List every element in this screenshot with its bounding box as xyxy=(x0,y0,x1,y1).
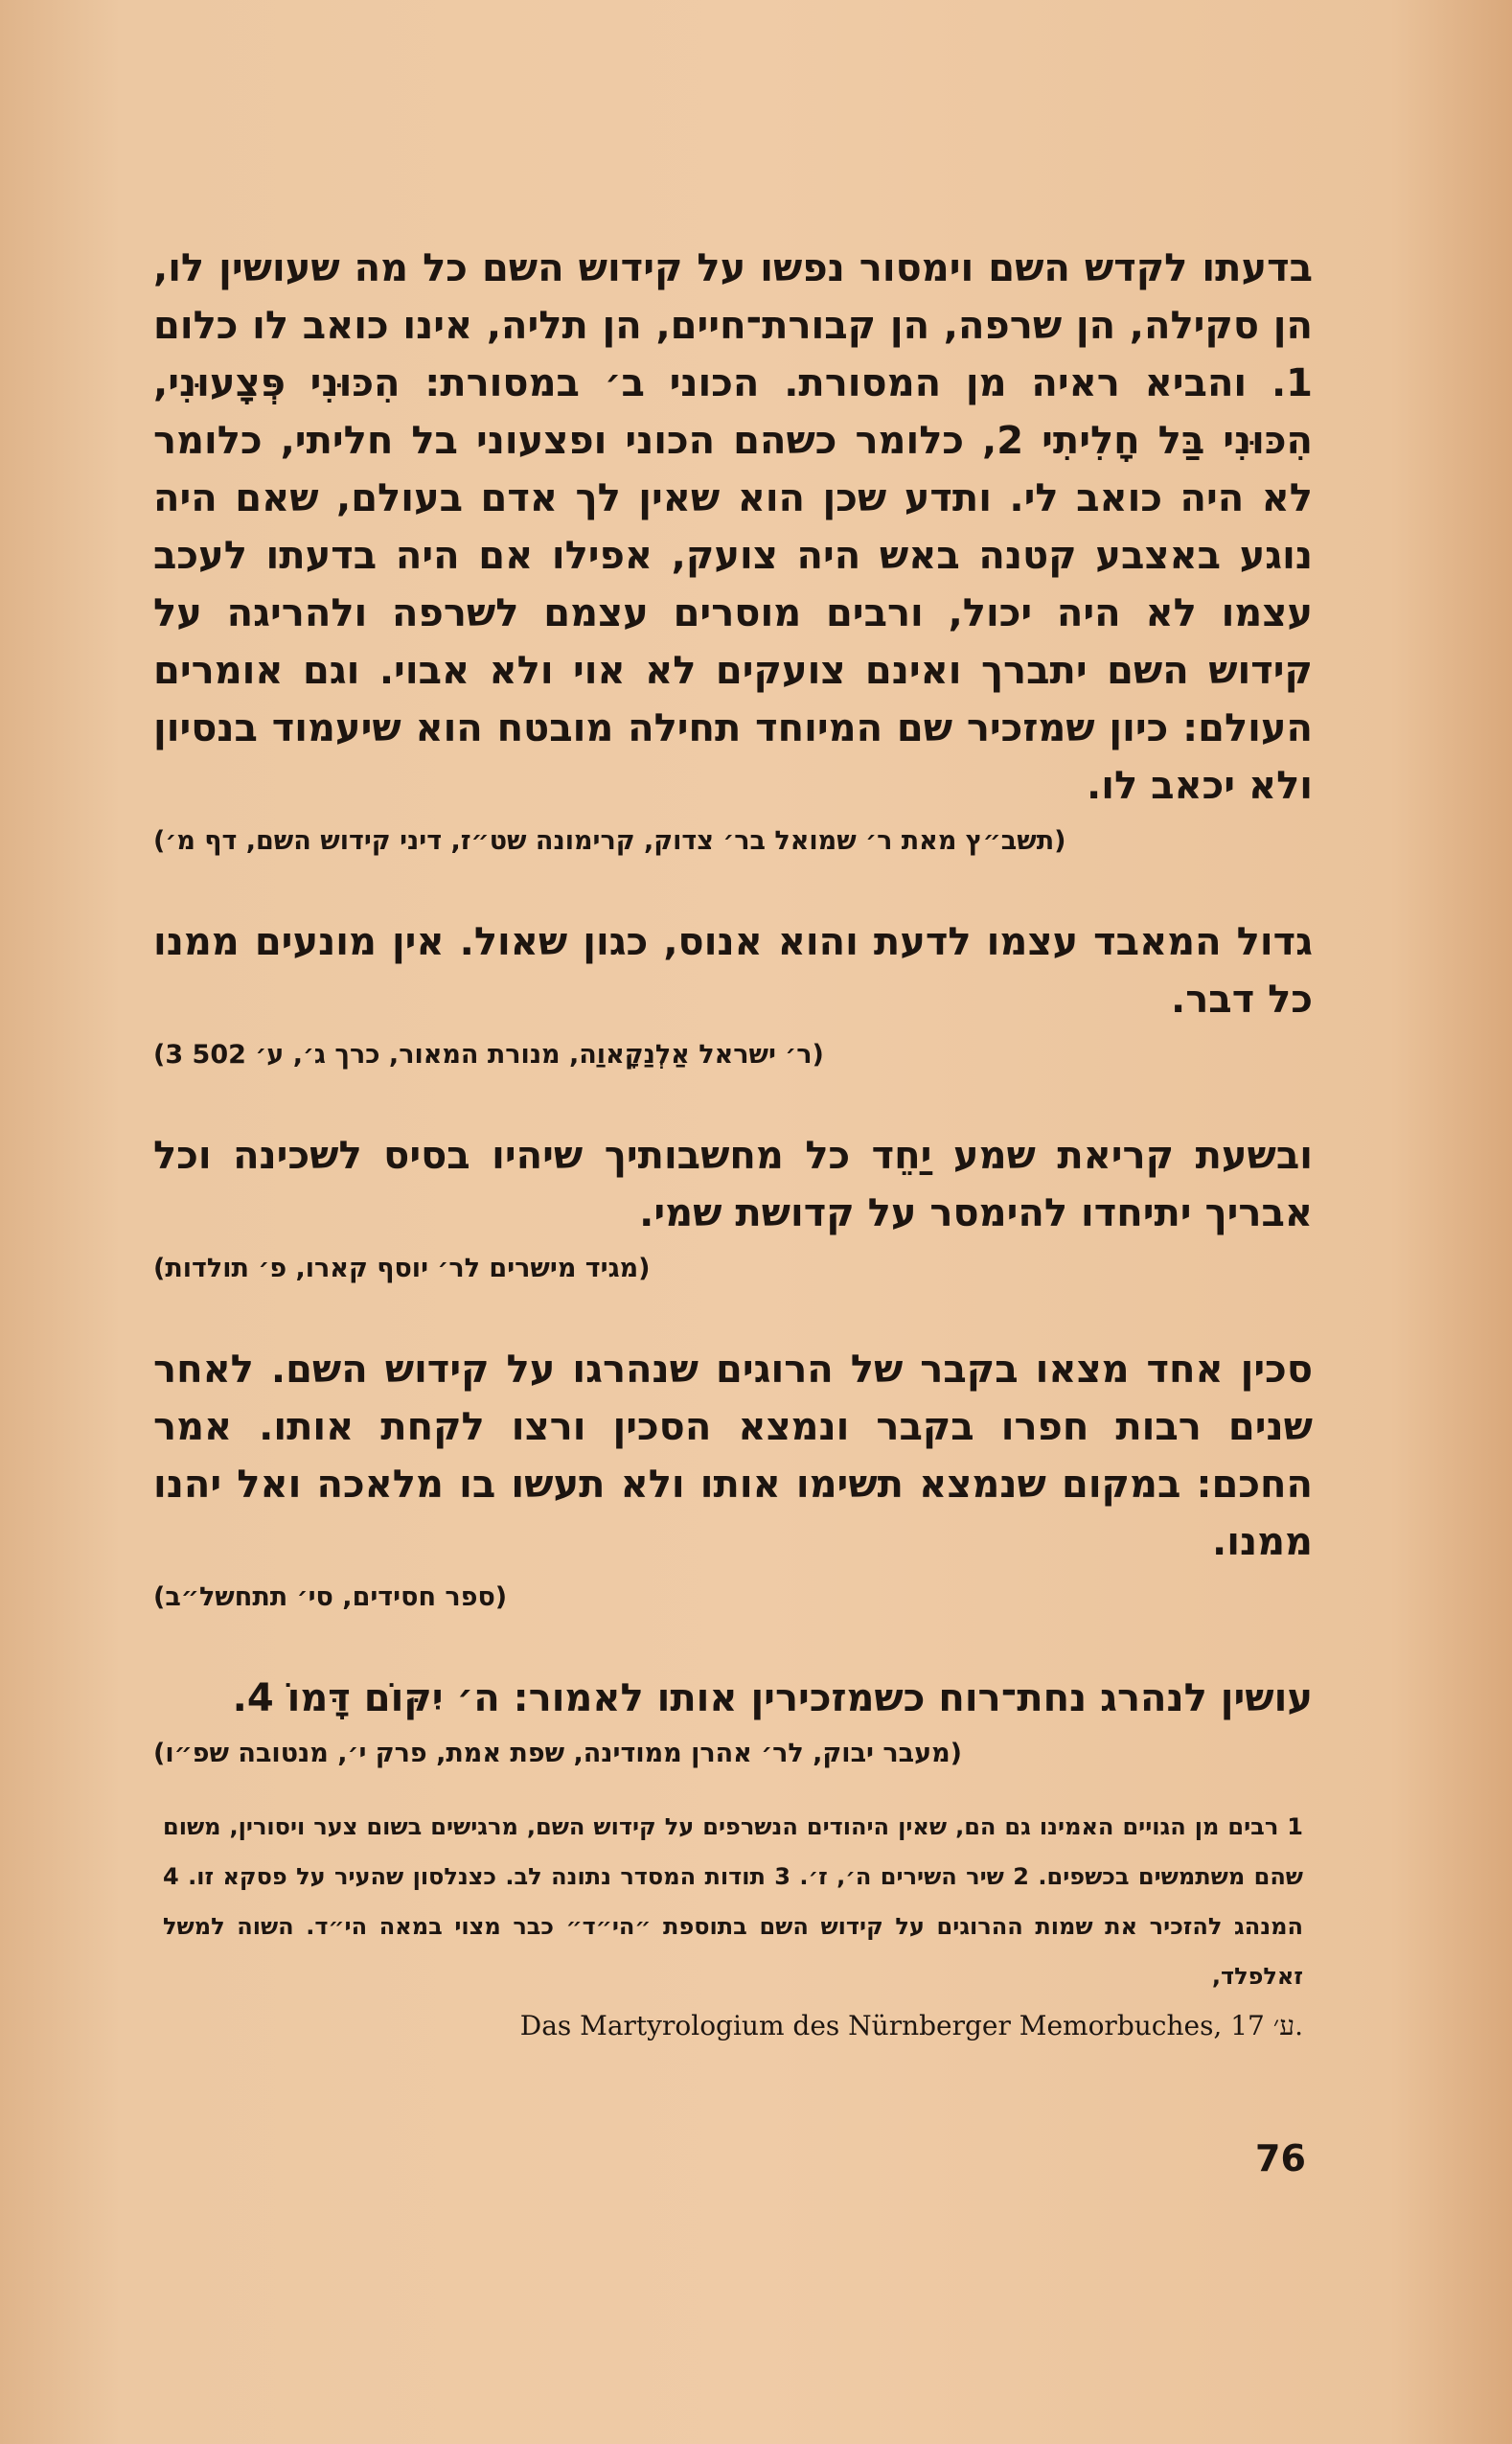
passage-5-text: עושין לנהרג נחת־רוח כשמזכירין אותו לאמור: ה׳ יִקּוֹם דָּמוֹ 4. xyxy=(232,1676,1313,1720)
main-text xyxy=(153,240,1313,1773)
passage-2-text: גדול המאבד עצמו לדעת והוא אנוס, כגון שאול. אין מונעים ממנו כל דבר. xyxy=(153,920,1313,1022)
passage-1-text: בדעתו לקדש השם וימסור נפשו על קידוש השם כל מה שעושין לו, הן סקילה, הן שרפה, הן קבורת־חיים, הן תליה, אינו כואב לו כלום 1. והביא ראיה מן המסורת. הכוני ב׳ במסורת: הִכּוּנִי פְּצָעוּנִי, הִכּוּנִי בַּל חָלִיתִי 2, כלומר כשהם הכוני ופצעוני בל חליתי, כלומר לא היה כואב לי. ותדע שכן הוא שאין לך אדם בעולם, שאם היה נוגע באצבע קטנה באש היה צועק, אפילו אם היה בדעתו לעכב עצמו לא היה יכול, ורבים מוסרים עצמם לשרפה ולהריגה על קידוש השם יתברך ואינם צועקים לא אוי ולא אבוי. וגם אומרים העולם: כיון שמזכיר שם המיוחד תחילה מובטח הוא שיעמוד בנסיון ולא יכאב לו. xyxy=(153,246,1313,808)
passage-3-text: ובשעת קריאת שמע יַחֵד כל מחשבותיך שיהיו בסיס לשכינה וכל אבריך יתיחדו להימסר על קדושת שמי. xyxy=(153,1134,1313,1235)
passage-2-source: (ר׳ ישראל אַלְנַקָאוַה, מנורת המאור, כרך ג׳, ע׳ 502 3) xyxy=(153,1040,824,1070)
footnotes xyxy=(163,1802,1303,2051)
passage-4-text: סכין אחד מצאו בקבר של הרוגים שנהרגו על קידוש השם. לאחר שנים רבות חפרו בקבר ונמצא הסכין ורצו לקחת אותו. אמר החכם: במקום שנמצא תשימו אותו ולא תעשו בו מלאכה ואל יהנו ממנו. xyxy=(153,1348,1313,1564)
passage-1-source: (תשב״ץ מאת ר׳ שמואל בר׳ צדוק, קרימונה שט״ז, דיני קידוש השם, דף מ׳) xyxy=(153,826,1066,856)
passage-3-source: (מגיד מישרים לר׳ יוסף קארו, פ׳ תולדות) xyxy=(153,1254,651,1283)
footnotes-latin-reference: Das Martyrologium des Nürnberger Memorbuches, ע׳ 17. xyxy=(519,2010,1303,2041)
passage-4-source: (ספר חסידים, סי׳ תתחשל״ב) xyxy=(153,1582,508,1612)
passage-5-source: (מעבר יבוק, לר׳ אהרן ממודינה, שפת אמת, פרק י׳, מנטובה שפ״ו) xyxy=(153,1739,962,1768)
footnotes-text: 1 רבים מן הגויים האמינו גם הם, שאין היהודים הנשרפים על קידוש השם, מרגישים בשום צער ויסורין, משום שהם משתמשים בכשפים. 2 שיר השירים ה׳, ז׳. 3 תודות המסדר נתונה לב. כצנלסון שהעיר על פסקא זו. 4 המנהג להזכיר את שמות ההרוגים על קידוש השם בתוספת ״הי״ד״ כבר מצוי במאה הי״ד. השוה למשל זאלפלד, xyxy=(163,1813,1304,1990)
page-number: 76 xyxy=(1255,2137,1306,2179)
